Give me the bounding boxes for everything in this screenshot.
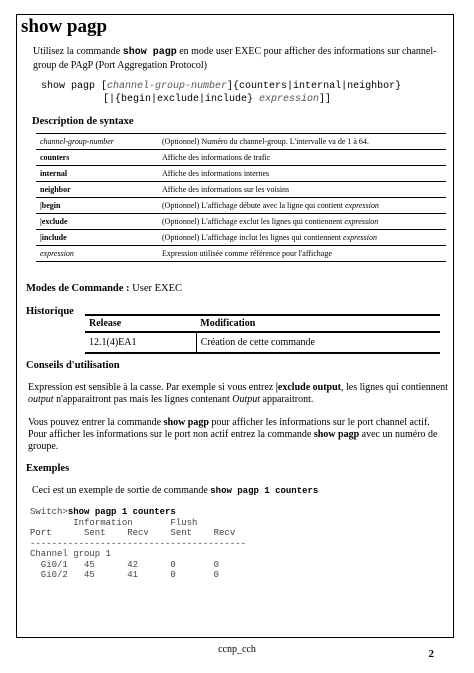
page-footer: ccnp_cch [218,644,256,655]
usage-text: apparaitront. [260,394,314,405]
usage-text: Vous pouvez entrer la commande [28,417,164,428]
syntax-row [36,134,446,150]
syntax-row [36,214,446,230]
history-row [85,332,440,353]
intro-paragraph [33,45,443,72]
syntax-row [36,150,446,166]
output-line: Port Sent Recv Sent Recv [30,528,236,538]
description-text: Affiche des informations internes [162,169,270,178]
syntax-description-table [36,133,446,262]
description-text: Affiche des informations de trafic [162,153,271,162]
description-text: (Optionnel) L'affichage exclut les lignes qui contiennent [162,217,345,226]
page-number: 2 [428,648,434,660]
syntax-param-name: |include [36,230,158,246]
usage-text: Expression est sensible à la casse. Par exemple si vous entrez [28,382,276,393]
syntax-row [36,166,446,182]
syntax-expression: expression [259,94,320,105]
usage-paragraph-1 [28,382,448,406]
syntax-keywords: ]{counters|internal|neighbor} [227,81,402,92]
syntax-param-description [158,166,446,182]
modes-label: Modes de Commande : [26,283,130,294]
history-heading: Historique [26,306,74,317]
description-italic: expression [345,201,379,210]
examples-command: show pagp 1 counters [210,486,319,496]
prompt: Switch> [30,507,68,517]
syntax-filter: [|{begin|exclude|include} [103,94,260,105]
intro-text: Utilisez la commande [33,46,123,57]
example-output [30,507,246,581]
usage-bold: show pagp [163,417,209,428]
syntax-cmd: show pagp [ [41,81,108,92]
usage-heading: Conseils d'utilisation [26,360,120,371]
command-modes [26,283,182,294]
description-italic: expression [343,233,377,242]
example-command: show pagp 1 counters [67,507,176,517]
examples-heading: Exemples [26,463,70,474]
syntax-param-description [158,150,446,166]
syntax-row [36,182,446,198]
description-text: (Optionnel) L'affichage inclut les lignes qui contiennent [162,233,344,242]
usage-text: n'apparaitront pas mais les lignes contenant [53,394,233,405]
syntax-param-description [158,134,446,150]
history-release: 12.1(4)EA1 [85,332,196,353]
syntax-param-description [158,182,446,198]
output-line: ---------------------------------------- [30,538,247,549]
syntax-line-2 [103,93,331,106]
history-header-row [85,315,440,332]
history-col-modification: Modification [196,315,440,332]
history-table [85,314,440,354]
syntax-param-description [158,230,446,246]
usage-text: avec un numéro de groupe. [28,429,438,452]
syntax-param-name: |exclude [36,214,158,230]
output-line: Channel group 1 [30,549,112,559]
syntax-param: channel-group-number [107,81,228,92]
syntax-row [36,230,446,246]
usage-text: pour afficher les informations sur le port channel actif. Pour afficher les informations sur le port non actif entrez la commande [28,417,430,440]
syntax-param-name: counters [36,150,158,166]
examples-intro [32,485,452,497]
examples-text: Ceci est un exemple de sortie de commande [32,485,211,496]
usage-italic: Output [232,394,261,405]
output-line: Gi0/2 45 41 0 0 [30,570,220,580]
description-italic: expression [344,217,379,226]
description-text: Affiche des informations sur les voisins [162,185,290,194]
page-title: show pagp [21,16,108,37]
output-line: Information Flush [30,517,198,528]
syntax-param-name: channel-group-number [36,134,158,150]
usage-text: , les lignes qui contiennent [340,382,448,393]
syntax-line-1 [41,80,401,93]
description-text: (Optionnel) L'affichage débute avec la ligne qui contient [162,201,345,210]
history-modification: Création de cette commande [196,332,440,353]
syntax-param-name: |begin [36,198,158,214]
usage-paragraph-2 [28,417,448,453]
modes-value: User EXEC [129,283,183,294]
description-text: (Optionnel) Numéro du channel-group. L'intervalle va de 1 à 64. [162,137,369,146]
syntax-description-heading: Description de syntaxe [32,116,134,127]
description-text: Expression utilisée comme référence pour l'affichage [162,249,332,258]
usage-italic: output [28,394,54,405]
syntax-param-description [158,198,446,214]
history-col-release: Release [85,315,196,332]
usage-bold: |exclude output [275,382,341,393]
syntax-param-name: expression [36,246,158,262]
intro-command: show pagp [122,47,177,58]
syntax-param-description [158,214,446,230]
syntax-close: ]] [319,94,332,105]
syntax-param-description [158,246,446,262]
usage-bold: show pagp [313,429,360,440]
syntax-row [36,198,446,214]
syntax-param-name: internal [36,166,158,182]
syntax-param-name: neighbor [36,182,158,198]
intro-text-rest: en mode user EXEC pour afficher des informations sur channel-group de PAgP (Port Aggregation Protocol) [33,46,437,71]
syntax-row [36,246,446,262]
output-line: Gi0/1 45 42 0 0 [30,559,220,570]
